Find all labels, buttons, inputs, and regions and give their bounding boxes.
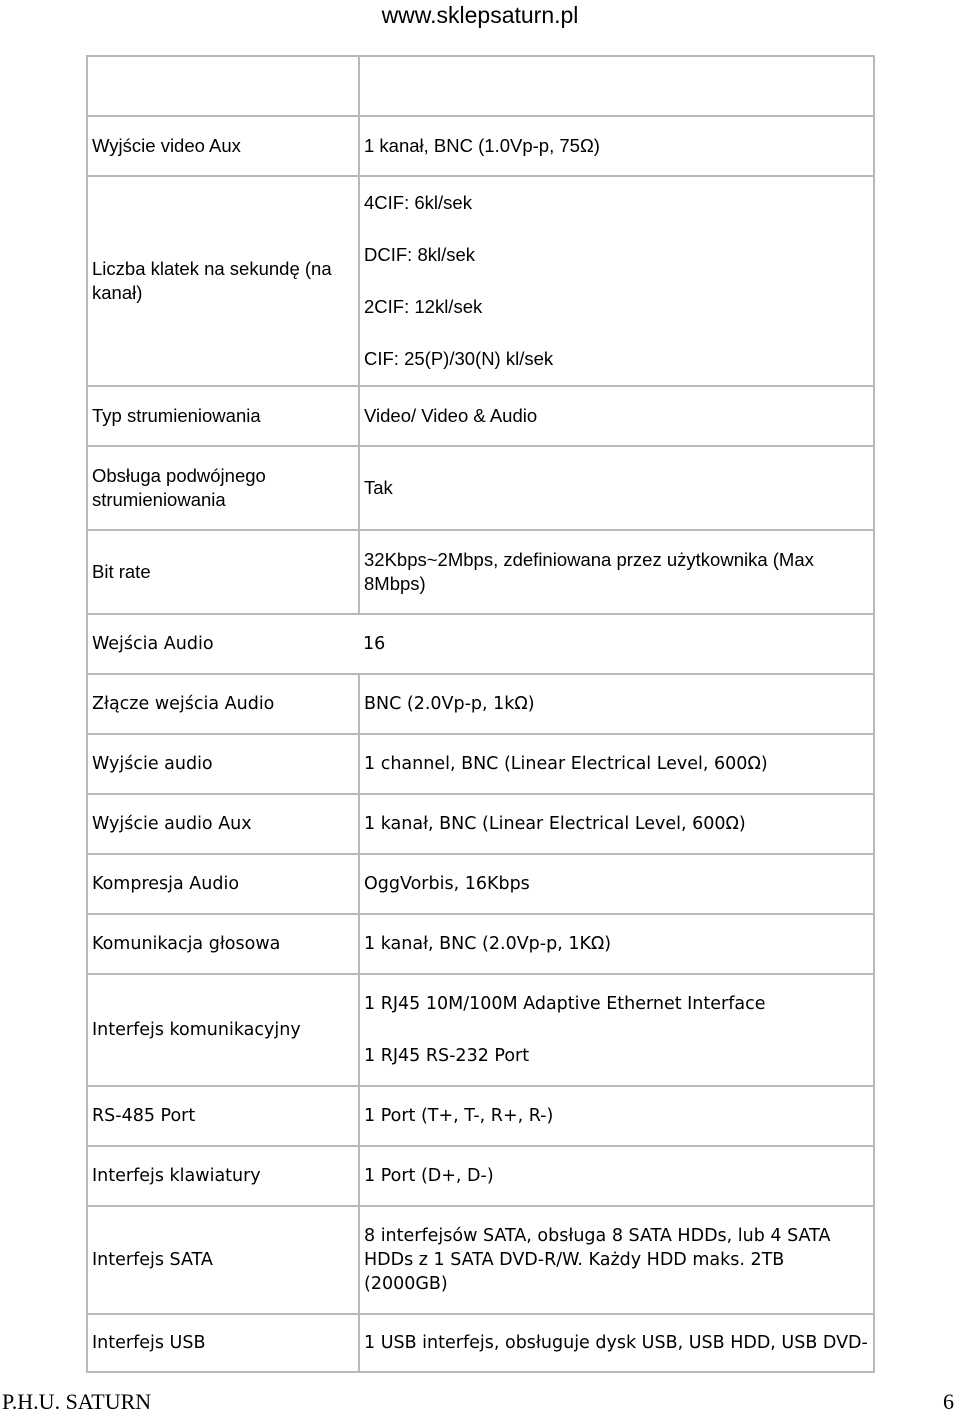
row-label: Interfejs SATA: [87, 1206, 359, 1314]
row-label: Interfejs komunikacyjny: [87, 974, 359, 1086]
table-row: [87, 1314, 874, 1372]
row-label: [87, 56, 359, 116]
row-label: Złącze wejścia Audio: [87, 674, 359, 734]
table-row: [87, 56, 874, 116]
row-label: Wejścia Audio: [87, 614, 359, 674]
row-label: Wyjście audio: [87, 734, 359, 794]
row-label: Interfejs klawiatury: [87, 1146, 359, 1206]
row-value: 1 Port (D+, D-): [359, 1146, 874, 1206]
value-line: 1 RJ45 10M/100M Adaptive Ethernet Interface: [364, 994, 766, 1014]
table-row: [87, 794, 874, 854]
table-row: [87, 1146, 874, 1206]
row-label: Wyjście video Aux: [87, 116, 359, 176]
row-value: 1 Port (T+, T-, R+, R-): [359, 1086, 874, 1146]
footer-company: P.H.U. SATURN: [2, 1389, 152, 1414]
row-label: Bit rate: [87, 530, 359, 614]
table-row: [87, 446, 874, 530]
table-row: [87, 674, 874, 734]
table-row: [87, 116, 874, 176]
row-value: 1 kanał, BNC (Linear Electrical Level, 600Ω): [359, 794, 874, 854]
value-line: 1 RJ45 RS-232 Port: [364, 1046, 530, 1066]
row-label: RS-485 Port: [87, 1086, 359, 1146]
row-label: Interfejs USB: [87, 1314, 359, 1372]
row-value: Video/ Video & Audio: [359, 386, 874, 446]
table-row: [87, 974, 874, 1086]
header-url: www.sklepsaturn.pl: [381, 2, 579, 28]
row-label: Typ strumieniowania: [87, 386, 359, 446]
table-row: [87, 386, 874, 446]
row-label: Liczba klatek na sekundę (na kanał): [87, 176, 359, 386]
table-row: [87, 1206, 874, 1314]
value-line: 4CIF: 6kl/sek: [364, 192, 472, 213]
table-row: [87, 914, 874, 974]
value-line: 2CIF: 12kl/sek: [364, 296, 483, 317]
table-row: [87, 614, 874, 674]
row-value: OggVorbis, 16Kbps: [359, 854, 874, 914]
row-value: 1 kanał, BNC (2.0Vp-p, 1KΩ): [359, 914, 874, 974]
value-line: DCIF: 8kl/sek: [364, 244, 476, 265]
spec-table: [86, 55, 875, 1373]
row-label: Komunikacja głosowa: [87, 914, 359, 974]
row-value: 32Kbps~2Mbps, zdefiniowana przez użytkownika (Max 8Mbps): [359, 530, 874, 614]
footer-page-number: 6: [943, 1389, 954, 1414]
row-value: 1 channel, BNC (Linear Electrical Level, 600Ω): [359, 734, 874, 794]
table-row: [87, 530, 874, 614]
value-line: CIF: 25(P)/30(N) kl/sek: [364, 348, 554, 369]
row-value: 1 kanał, BNC (1.0Vp-p, 75Ω): [359, 116, 874, 176]
row-label: Wyjście audio Aux: [87, 794, 359, 854]
table-row: [87, 176, 874, 386]
row-value: [359, 176, 874, 386]
row-value: [359, 56, 874, 116]
row-value: 16: [359, 614, 874, 674]
table-row: [87, 734, 874, 794]
row-value: 8 interfejsów SATA, obsługa 8 SATA HDDs, lub 4 SATA HDDs z 1 SATA DVD-R/W. Każdy HDD maks. 2TB (2000GB): [359, 1206, 874, 1314]
row-value: Tak: [359, 446, 874, 530]
row-value: BNC (2.0Vp-p, 1kΩ): [359, 674, 874, 734]
row-value: [359, 974, 874, 1086]
table-row: [87, 1086, 874, 1146]
value-line: 1 USB interfejs, obsługuje dysk USB, USB HDD, USB DVD-: [364, 1333, 868, 1353]
table-row: [87, 854, 874, 914]
row-label: Kompresja Audio: [87, 854, 359, 914]
row-label: Obsługa podwójnego strumieniowania: [87, 446, 359, 530]
row-value: [359, 1314, 874, 1372]
